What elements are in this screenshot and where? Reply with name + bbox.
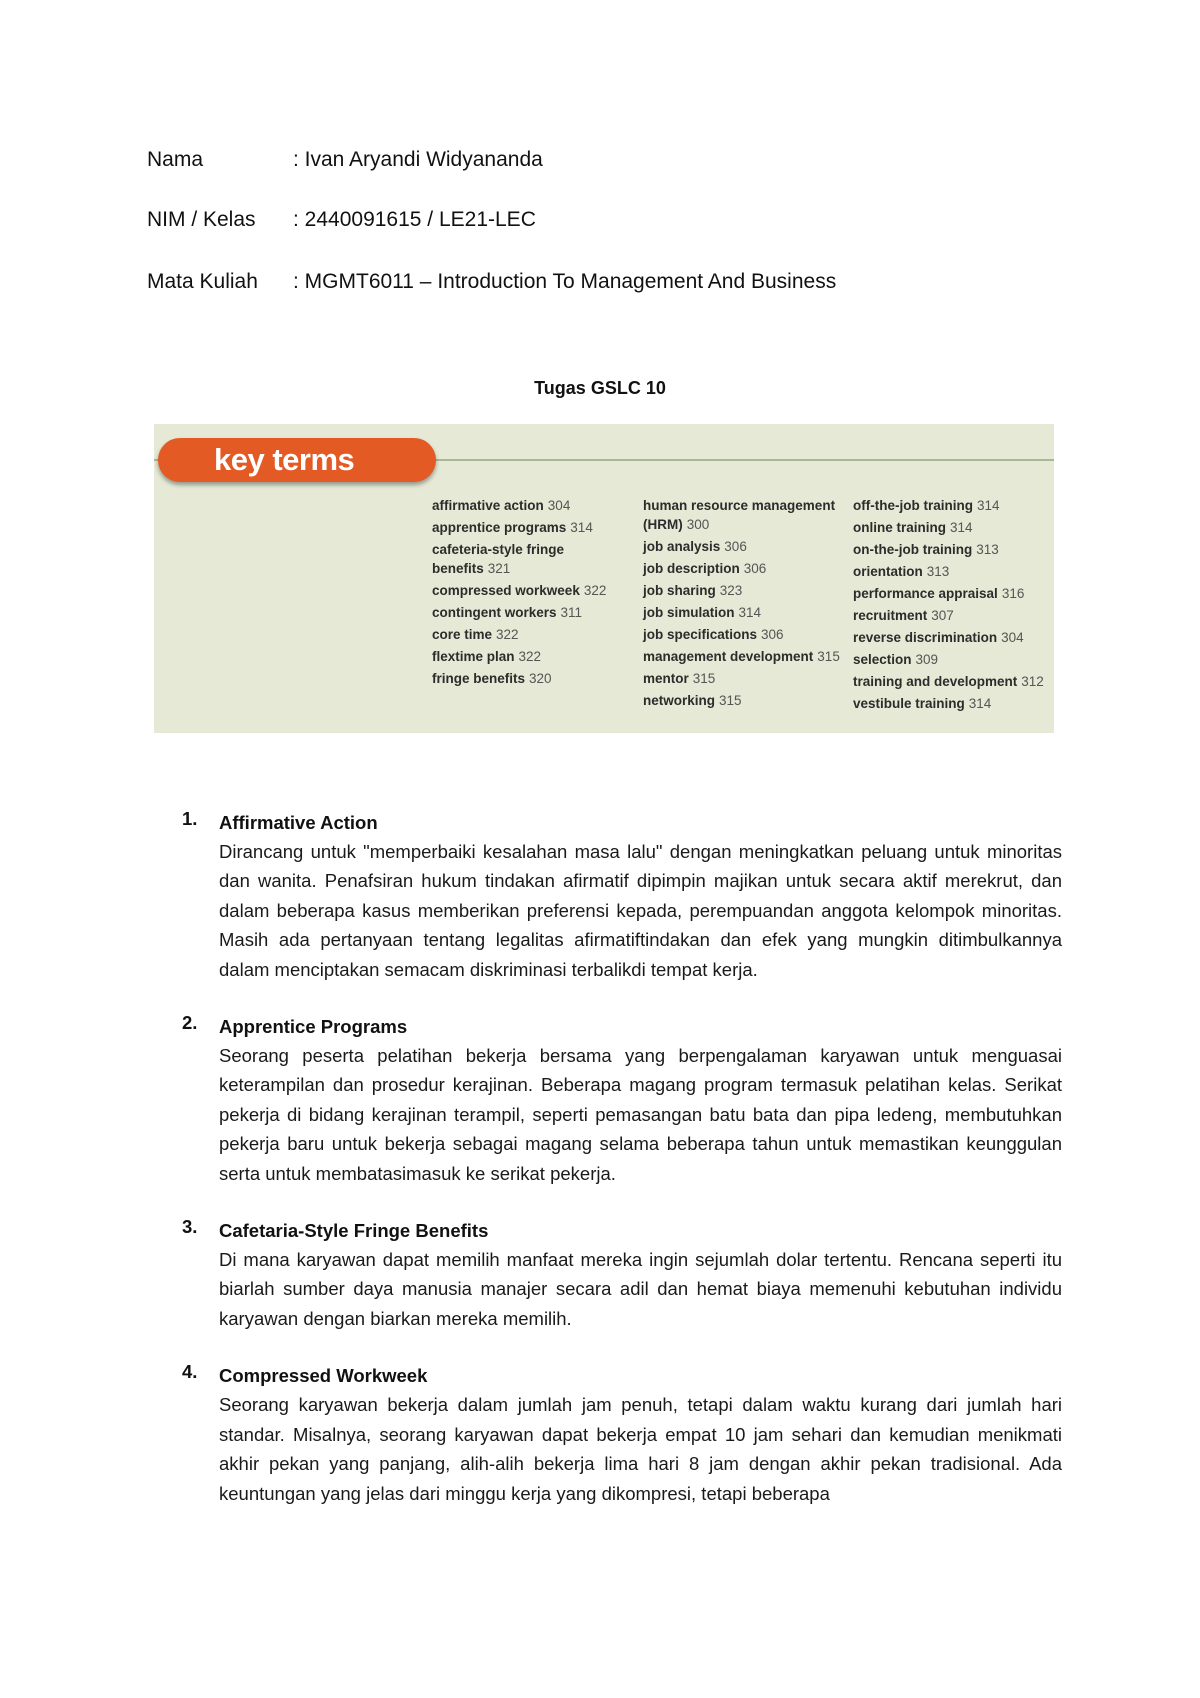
key-term-label: cafeteria-style fringe benefits <box>432 542 565 576</box>
key-term-page: 316 <box>1001 586 1025 601</box>
key-terms-column-1 <box>432 496 637 691</box>
key-term-label: management development <box>643 649 814 664</box>
key-term-page: 312 <box>1021 674 1044 689</box>
key-term-label: compressed workweek <box>432 583 580 598</box>
key-term-label: off-the-job training <box>853 498 973 513</box>
key-term-label: performance appraisal <box>853 586 998 601</box>
key-term-page: 322 <box>583 583 607 598</box>
key-term-item <box>643 603 848 622</box>
key-term-label: job sharing <box>643 583 716 598</box>
item-number: 3. <box>182 1216 198 1238</box>
definition-item <box>182 1216 1062 1333</box>
key-term-page: 306 <box>724 539 747 554</box>
key-term-item <box>853 650 1058 669</box>
key-term-item <box>643 537 848 556</box>
student-name-row <box>147 148 543 172</box>
key-term-item <box>853 496 1058 515</box>
key-term-item <box>432 647 637 666</box>
course-row <box>147 270 836 294</box>
item-title: Compressed Workweek <box>219 1365 428 1387</box>
definitions-list <box>182 808 1062 1536</box>
key-term-item <box>853 518 1058 537</box>
item-number: 1. <box>182 808 198 829</box>
key-term-item <box>643 496 848 534</box>
key-term-label: vestibule training <box>853 696 965 711</box>
nim-label: NIM / Kelas <box>147 208 256 231</box>
key-term-label: human resource management (HRM) <box>643 498 836 532</box>
key-term-label: recruitment <box>853 608 928 623</box>
key-term-label: job simulation <box>643 605 735 620</box>
key-term-page: 315 <box>719 693 742 708</box>
item-text: Seorang peserta pelatihan bekerja bersama yang berpengalaman karyawan untuk menguasai keterampilan dan prosedur kerajinan. Beberapa magang program termasuk pelatihan kelas. Serikat pekerja di bidang kerajinan terampil, seperti pemasangan batu bata dan pipa ledeng, membutuhkan pekerja baru untuk bekerja sebagai magang selama beberapa tahun untuk memastikan keunggulan serta untuk membatasimasuk ke serikat pekerja. <box>219 1045 1062 1184</box>
key-term-page: 315 <box>817 649 840 664</box>
key-term-page: 313 <box>976 542 999 557</box>
key-term-page: 306 <box>761 627 784 642</box>
name-label: Nama <box>147 148 204 171</box>
definition-item <box>182 1361 1062 1508</box>
key-term-item <box>432 518 637 537</box>
key-term-page: 323 <box>719 583 743 598</box>
key-term-label: core time <box>432 627 493 642</box>
item-number: 4. <box>182 1361 198 1383</box>
key-term-label: contingent workers <box>432 605 557 620</box>
key-term-item <box>643 559 848 578</box>
key-term-label: reverse discrimination <box>853 630 998 645</box>
key-term-label: affirmative action <box>432 498 544 513</box>
key-term-item <box>853 672 1058 691</box>
key-term-page: 314 <box>950 520 973 535</box>
key-term-label: mentor <box>643 671 689 686</box>
key-term-label: apprentice programs <box>432 520 567 535</box>
key-term-item <box>643 691 848 710</box>
key-term-page: 300 <box>686 517 710 532</box>
key-term-page: 306 <box>743 561 767 576</box>
key-terms-banner-label: key terms <box>214 442 355 477</box>
key-terms-figure <box>154 424 1054 733</box>
key-term-item <box>853 606 1058 625</box>
key-term-item <box>432 625 637 644</box>
key-terms-column-2 <box>643 496 848 713</box>
key-term-item <box>432 603 637 622</box>
key-terms-banner <box>158 438 436 482</box>
key-term-item <box>643 625 848 644</box>
item-text: Dirancang untuk "memperbaiki kesalahan masa lalu" dengan meningkatkan peluang untuk minoritas dan wanita. Penafsiran hukum tindakan afirmatif dipimpin majikan untuk secara aktif merekrut, dan dalam beberapa kasus memberikan preferensi kepada, perempuandan anggota kelompok minoritas. Masih ada pertanyaan tentang legalitas afirmatiftindakan dan efek yang mungkin ditimbulkannya dalam menciptakan semacam diskriminasi terbalikdi tempat kerja. <box>219 841 1062 980</box>
key-term-label: flextime plan <box>432 649 515 664</box>
key-term-item <box>853 540 1058 559</box>
student-nim-row <box>147 208 536 232</box>
key-term-label: orientation <box>853 564 923 579</box>
page-title: Tugas GSLC 10 <box>534 378 666 398</box>
key-terms-column-3 <box>853 496 1058 716</box>
key-term-page: 322 <box>518 649 542 664</box>
key-term-page: 307 <box>931 608 954 623</box>
key-term-item <box>643 581 848 600</box>
item-text: Di mana karyawan dapat memilih manfaat mereka ingin sejumlah dolar tertentu. Rencana seperti itu biarlah sumber daya manusia manajer secara adil dan hemat biaya memenuhi kebutuhan individu karyawan dengan biarkan mereka memilih. <box>219 1249 1062 1329</box>
key-term-item <box>432 581 637 600</box>
key-term-item <box>853 584 1058 603</box>
key-term-page: 314 <box>570 520 593 535</box>
key-term-label: selection <box>853 652 912 667</box>
key-term-item <box>432 540 637 578</box>
key-term-label: online training <box>853 520 946 535</box>
key-term-page: 314 <box>976 498 1000 513</box>
key-term-label: job specifications <box>643 627 758 642</box>
course-value: : MGMT6011 – Introduction To Management And Business <box>293 270 837 293</box>
item-title: Apprentice Programs <box>219 1016 408 1038</box>
key-term-item <box>432 496 637 515</box>
key-term-page: 322 <box>496 627 519 642</box>
course-label: Mata Kuliah <box>147 270 258 293</box>
key-term-page: 314 <box>738 605 762 620</box>
key-term-label: job description <box>643 561 740 576</box>
definition-item <box>182 808 1062 984</box>
key-term-label: fringe benefits <box>432 671 526 686</box>
key-term-page: 304 <box>547 498 571 513</box>
key-term-item <box>643 669 848 688</box>
key-term-item <box>643 647 848 666</box>
key-term-item <box>432 669 637 688</box>
key-term-page: 309 <box>915 652 939 667</box>
key-term-label: job analysis <box>643 539 721 554</box>
key-term-label: on-the-job training <box>853 542 973 557</box>
item-text: Seorang karyawan bekerja dalam jumlah jam penuh, tetapi dalam waktu kurang dari jumlah hari standar. Misalnya, seorang karyawan dapat bekerja empat 10 jam sehari dan kemudian menikmati akhir pekan yang panjang, alih-alih bekerja lima hari 8 jam dengan akhir pekan tradisional. Ada keuntungan yang jelas dari minggu kerja yang dikompresi, tetapi beberapa <box>219 1394 1062 1504</box>
name-value: : Ivan Aryandi Widyananda <box>293 148 543 171</box>
item-title: Affirmative Action <box>219 812 378 833</box>
key-term-page: 313 <box>926 564 950 579</box>
key-term-label: training and development <box>853 674 1018 689</box>
key-term-page: 304 <box>1001 630 1024 645</box>
key-term-page: 320 <box>529 671 552 686</box>
key-term-page: 315 <box>692 671 716 686</box>
key-term-item <box>853 562 1058 581</box>
key-term-page: 311 <box>560 605 583 620</box>
key-term-page: 321 <box>487 561 511 576</box>
key-term-item <box>853 628 1058 647</box>
key-term-item <box>853 694 1058 713</box>
key-term-label: networking <box>643 693 716 708</box>
definition-item <box>182 1012 1062 1188</box>
nim-value: : 2440091615 / LE21-LEC <box>293 208 536 231</box>
item-number: 2. <box>182 1012 198 1034</box>
key-term-page: 314 <box>968 696 992 711</box>
item-title: Cafetaria-Style Fringe Benefits <box>219 1220 489 1242</box>
